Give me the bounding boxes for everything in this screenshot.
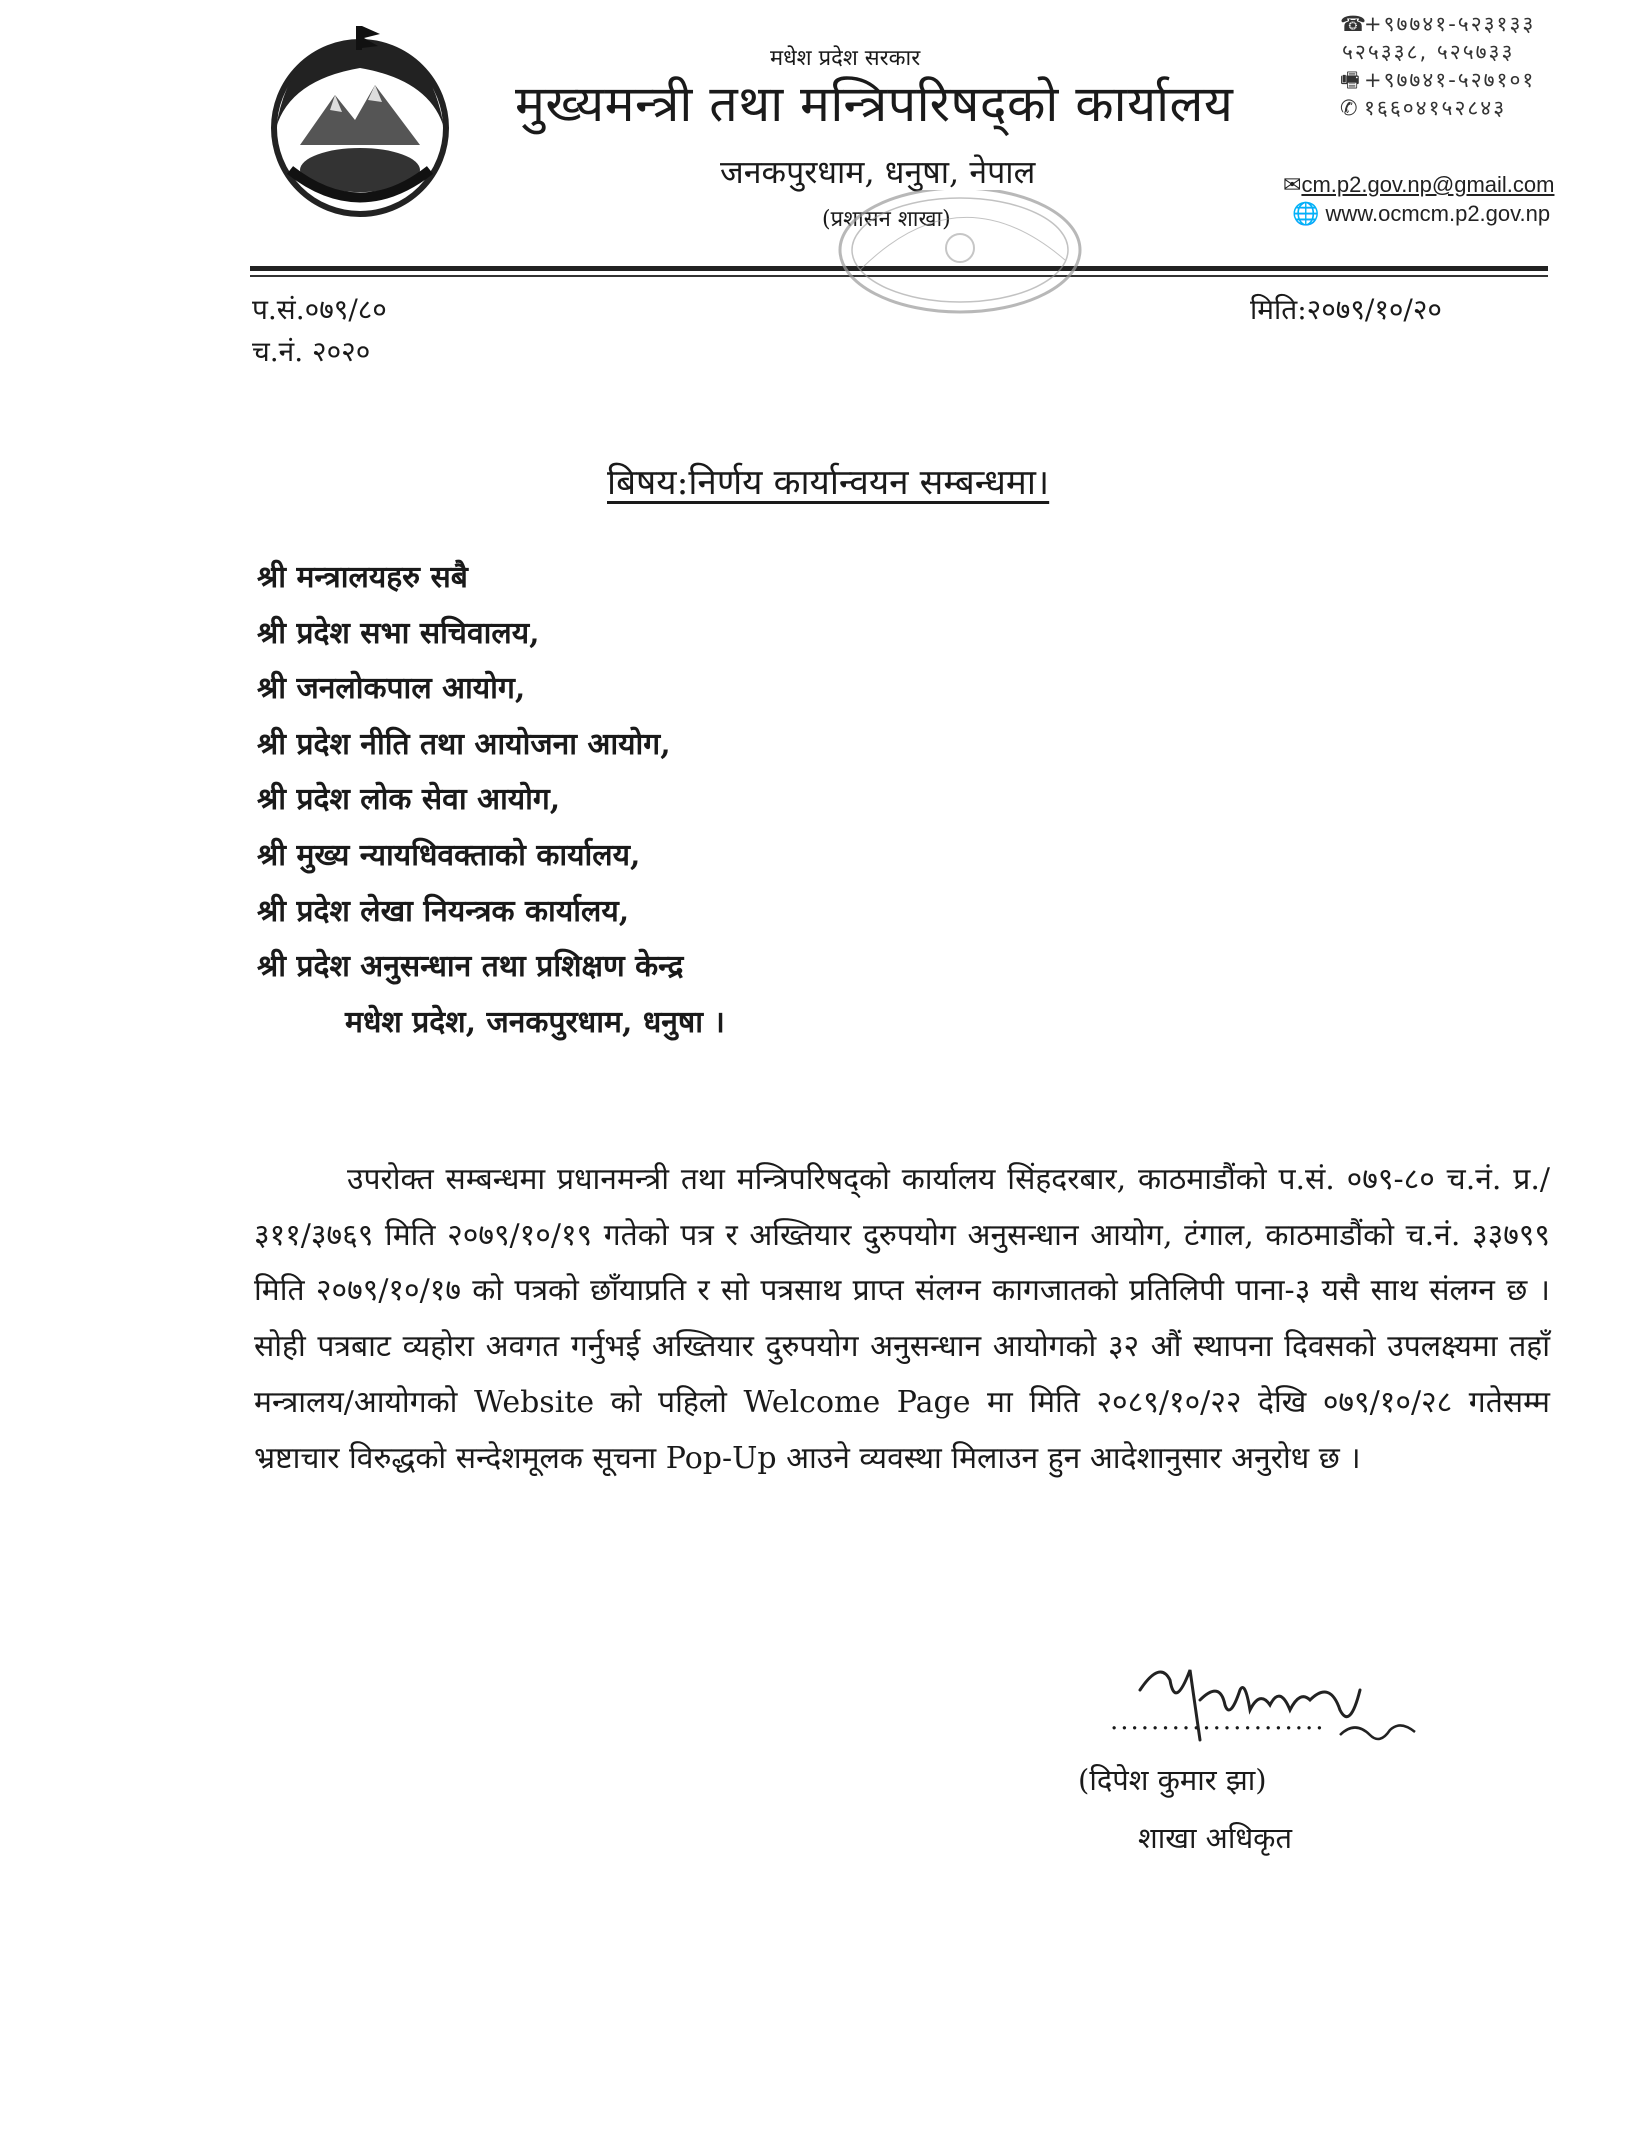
signatory-designation: शाखा अधिकृत <box>1138 1821 1292 1855</box>
fax-number: +९७७४१-५२७१०१ <box>1364 68 1536 92</box>
body-paragraph: उपरोक्त सम्बन्धमा प्रधानमन्त्री तथा मन्त्रिपरिषद्को कार्यालय सिंहदरबार, काठमाडौंको प.सं. ०७९-८० च.नं. प्र./३११/३७६९ मिति २०७९/१०/१९ गतेको पत्र र अख्तियार दुरुपयोग अनुसन्धान आयोग, टंगाल, काठमाडौंको च.नं. ३३७९९ मिति २०७९/१०/१७ को पत्रको छाँयाप्रति र सो पत्रसाथ प्राप्त संलग्न कागजातको प्रतिलिपी पाना-३ यसै साथ संलग्न छ । सोही पत्रबाट व्यहोरा अवगत गर्नुभई अख्तियार दुरुपयोग अनुसन्धान आयोगको ३२ औं स्थापना दिवसको उपलक्ष्यमा तहाँ मन्त्रालय/आयोगको Website को पहिलो Welcome Page मा मिति २०८९/१०/२२ देखि ०७९/१०/२८ गतेसम्म भ्रष्टाचार विरुद्धको सन्देशमूलक सूचना Pop-Up आउने व्यवस्था मिलाउन हुन आदेशानुसार अनुरोध छ । <box>254 1162 1550 1476</box>
dispatch-number: च.नं. २०२० <box>252 335 371 368</box>
website-address[interactable]: www.ocmcm.p2.gov.np <box>1325 201 1551 226</box>
phone-number-secondary: ५२५३३८, ५२५७३३ <box>1342 40 1515 64</box>
recipient-item: श्री मन्त्रालयहरु सबै <box>257 560 468 595</box>
recipient-list <box>257 550 725 1050</box>
recipient-item: श्री प्रदेश सभा सचिवालय, <box>257 615 540 651</box>
envelope-icon: ✉ <box>1283 172 1302 197</box>
branch-name: (प्रशासन शाखा) <box>822 207 951 232</box>
letter-date: मिति:२०७९/१०/२० <box>1250 293 1442 326</box>
nepal-emblem <box>260 20 460 220</box>
recipient-item: श्री प्रदेश अनुसन्धान तथा प्रशिक्षण केन्द्र <box>257 949 684 985</box>
email-line <box>1283 172 1554 198</box>
office-stamp <box>830 190 1090 340</box>
fax-icon: 🖷 <box>1340 68 1362 92</box>
globe-icon: 🌐 <box>1292 201 1326 226</box>
contact-block <box>1340 10 1535 122</box>
recipient-location: मधेश प्रदेश, जनकपुरधाम, धनुषा । <box>345 1004 725 1040</box>
recipient-item: श्री जनलोकपाल आयोग, <box>257 671 526 707</box>
subject-line: बिषय:निर्णय कार्यान्वयन सम्बन्धमा। <box>607 463 1050 503</box>
phone-number: +९७७४१-५२३१३३ <box>1364 12 1536 36</box>
signatory-name: (दिपेश कुमार झा) <box>1078 1763 1267 1797</box>
website-line <box>1292 201 1550 227</box>
telephone-icon: ☎ <box>1340 12 1369 36</box>
toll-free-number: १६६०४१५२८४३ <box>1364 96 1507 120</box>
office-name: मुख्यमन्त्री तथा मन्त्रिपरिषद्को कार्यालय <box>515 75 1234 133</box>
email-address[interactable]: cm.p2.gov.np@gmail.com <box>1301 172 1555 197</box>
government-name: मधेश प्रदेश सरकार <box>770 46 921 71</box>
recipient-item: श्री प्रदेश नीति तथा आयोजना आयोग, <box>257 726 671 762</box>
toll-free-icon: ✆ <box>1340 96 1360 120</box>
recipient-item: श्री प्रदेश लोक सेवा आयोग, <box>257 782 561 818</box>
signature-dots: ..................... <box>1110 1706 1326 1736</box>
recipient-item: श्री मुख्य न्यायधिवक्ताको कार्यालय, <box>257 837 641 873</box>
office-address: जनकपुरधाम, धनुषा, नेपाल <box>720 153 1036 191</box>
recipient-item: श्री प्रदेश लेखा नियन्त्रक कार्यालय, <box>257 893 630 929</box>
reference-number: प.सं.०७९/८० <box>252 293 387 326</box>
